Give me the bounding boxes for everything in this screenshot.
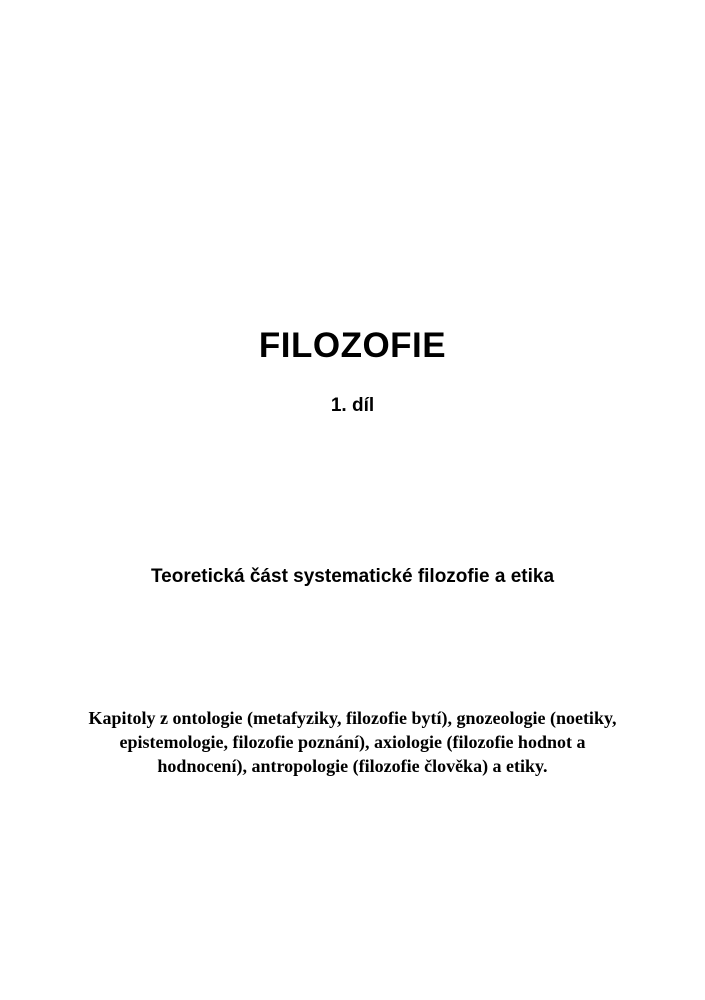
book-subtitle: Teoretická část systematické filozofie a etika	[150, 566, 555, 587]
description-line: hodnocení), antropologie (filozofie člověka) a etiky.	[157, 756, 548, 776]
description-line: epistemologie, filozofie poznání), axiologie (filozofie hodnot a	[119, 732, 586, 752]
volume-label: 1. díl	[330, 395, 375, 416]
description-line: Kapitoly z ontologie (metafyziky, filozofie bytí), gnozeologie (noetiky,	[88, 708, 617, 728]
book-title: FILOZOFIE	[258, 326, 447, 365]
book-description	[50, 706, 655, 778]
